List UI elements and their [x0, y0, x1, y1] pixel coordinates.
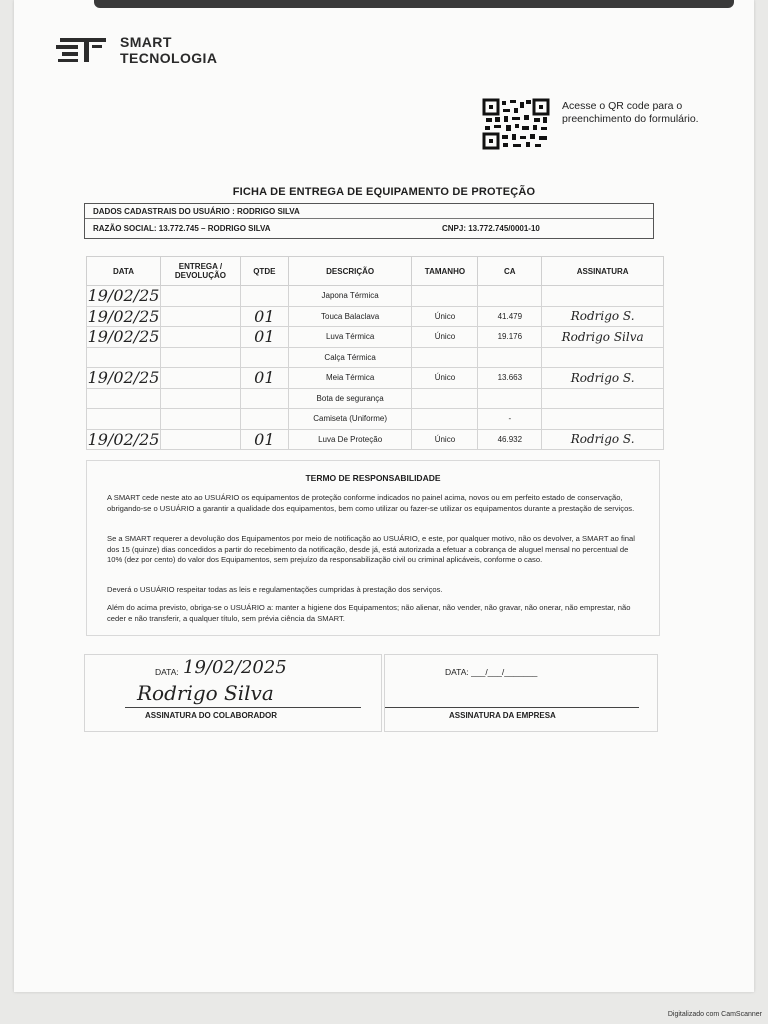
- term-paragraph: Além do acima previsto, obriga-se o USUÁRIO a: manter a higiene dos Equipamentos; não alienar, não vender, não gravar, não onerar, não emprestar, não ceder e não transferir, a qualquer título, sem prévia ciência da SMART.: [107, 603, 631, 623]
- col-header-descricao: DESCRIÇÃO: [288, 257, 412, 286]
- table-row: [87, 286, 664, 307]
- date-handwritten: 19/02/2025: [183, 657, 287, 678]
- cell-ca: [478, 347, 542, 368]
- cell-entrega: [160, 306, 240, 327]
- equipment-table: [86, 256, 664, 450]
- term-paragraph: Deverá o USUÁRIO respeitar todas as leis e regulamentações cumpridas à prestação dos serviços.: [107, 585, 443, 594]
- cell-qtde: [240, 286, 288, 307]
- cell-tamanho: Único: [412, 327, 478, 348]
- table-row: [87, 327, 664, 348]
- collaborator-signature: Rodrigo Silva: [137, 681, 274, 705]
- cell-entrega: [160, 409, 240, 430]
- col-header-assinatura: ASSINATURA: [542, 257, 664, 286]
- company-signature-box: [384, 654, 658, 732]
- cnpj-label: CNPJ: 13.772.745/0001-10: [442, 224, 540, 233]
- cell-qtde: 01: [240, 327, 288, 348]
- cell-qtde: 01: [240, 429, 288, 450]
- brand-line1: SMART: [120, 34, 172, 50]
- cell-date: [87, 388, 161, 409]
- company-caption: ASSINATURA DA EMPRESA: [449, 711, 556, 720]
- cell-qtde: 01: [240, 368, 288, 389]
- date-label: DATA:: [155, 667, 179, 677]
- cell-descricao: Luva Térmica: [288, 327, 412, 348]
- company-logo: [56, 34, 217, 66]
- document-sheet: [14, 0, 754, 992]
- brand-line2: TECNOLOGIA: [120, 50, 218, 66]
- cell-ca: 19.176: [478, 327, 542, 348]
- cell-date: 19/02/25: [87, 368, 160, 388]
- col-header-qtde: QTDE: [240, 257, 288, 286]
- term-paragraph: A SMART cede neste ato ao USUÁRIO os equipamentos de proteção conforme indicados no painel acima, novos ou em perfeito estado de conservação, obrigando-se o USUÁRIO a garantir a qualidade dos equipamentos, bem como utilizar ou fazer-se utilizar os equipamentos durante a prestação de serviços.: [107, 493, 635, 513]
- table-row: [87, 347, 664, 368]
- cell-entrega: [160, 286, 240, 307]
- cell-descricao: Bota de segurança: [288, 388, 412, 409]
- cell-qtde: [240, 409, 288, 430]
- cell-descricao: Touca Balaclava: [288, 306, 412, 327]
- cell-qtde: 01: [240, 306, 288, 327]
- cell-date: 19/02/25: [87, 306, 160, 326]
- page-title: FICHA DE ENTREGA DE EQUIPAMENTO DE PROTEÇÃO: [232, 186, 536, 198]
- cell-entrega: [160, 327, 240, 348]
- cell-tamanho: Único: [412, 429, 478, 450]
- collaborator-caption: ASSINATURA DO COLABORADOR: [145, 711, 277, 720]
- company-name-label: RAZÃO SOCIAL: 13.772.745 – RODRIGO SILVA: [93, 224, 271, 233]
- cell-signature: Rodrigo Silva: [542, 327, 664, 348]
- scan-edge: [94, 0, 734, 8]
- divider: [85, 218, 653, 219]
- table-row: [87, 306, 664, 327]
- table-header-row: [87, 257, 664, 286]
- responsibility-term: [86, 460, 660, 636]
- cell-tamanho: [412, 286, 478, 307]
- col-header-ca: CA: [478, 257, 542, 286]
- term-paragraph: Se a SMART requerer a devolução dos Equipamentos por meio de notificação ao USUÁRIO, e este, por qualquer motivo, não os devolver, a SMART ao final dos 15 (quinze) dias concedidos a partir do recebimento da notificação, desde já, está autorizada a efetuar a cobrança de aluguel mensal no percentual de 10% (dez por cento) do valor dos Equipamentos, sem prejuízo da responsabilização civil ou criminal aplicáveis, conforme o caso.: [107, 534, 635, 564]
- cell-signature: [542, 388, 664, 409]
- cell-signature: [542, 409, 664, 430]
- cell-ca: -: [478, 409, 542, 430]
- cell-descricao: Calça Térmica: [288, 347, 412, 368]
- table-row: [87, 388, 664, 409]
- user-data-box: [84, 203, 654, 239]
- table-row: [87, 409, 664, 430]
- cell-qtde: [240, 388, 288, 409]
- scanner-watermark: Digitalizado com CamScanner: [667, 1011, 762, 1018]
- signature-line: [385, 707, 639, 708]
- smart-logo-icon: [56, 35, 112, 65]
- cell-signature: Rodrigo S.: [542, 368, 664, 389]
- col-header-entrega: ENTREGA / DEVOLUÇÃO: [160, 257, 240, 286]
- cell-descricao: Meia Térmica: [288, 368, 412, 389]
- cell-entrega: [160, 429, 240, 450]
- cell-descricao: Camiseta (Uniforme): [288, 409, 412, 430]
- cell-tamanho: [412, 409, 478, 430]
- cell-signature: Rodrigo S.: [542, 306, 664, 327]
- table-row: [87, 429, 664, 450]
- cell-date: 19/02/25: [87, 429, 160, 449]
- cell-entrega: [160, 368, 240, 389]
- col-header-tamanho: TAMANHO: [412, 257, 478, 286]
- table-row: [87, 368, 664, 389]
- signature-line: [125, 707, 361, 708]
- cell-tamanho: [412, 347, 478, 368]
- cell-tamanho: Único: [412, 368, 478, 389]
- cell-ca: [478, 286, 542, 307]
- cell-date: [87, 347, 161, 368]
- collaborator-signature-box: [84, 654, 382, 732]
- qr-caption: Acesse o QR code para o preenchimento do formulário.: [562, 100, 699, 125]
- cell-ca: 46.932: [478, 429, 542, 450]
- cell-ca: 13.663: [478, 368, 542, 389]
- cell-signature: [542, 347, 664, 368]
- cell-tamanho: [412, 388, 478, 409]
- cell-date: [87, 409, 161, 430]
- qr-code-icon[interactable]: [482, 98, 550, 150]
- user-name-label: DADOS CADASTRAIS DO USUÁRIO : RODRIGO SILVA: [93, 207, 300, 216]
- cell-date: 19/02/25: [87, 286, 160, 306]
- cell-ca: [478, 388, 542, 409]
- cell-signature: Rodrigo S.: [542, 429, 664, 450]
- cell-entrega: [160, 388, 240, 409]
- cell-qtde: [240, 347, 288, 368]
- cell-tamanho: Único: [412, 306, 478, 327]
- cell-entrega: [160, 347, 240, 368]
- cell-descricao: Japona Térmica: [288, 286, 412, 307]
- cell-ca: 41.479: [478, 306, 542, 327]
- col-header-data: DATA: [87, 257, 161, 286]
- cell-signature: [542, 286, 664, 307]
- cell-descricao: Luva De Proteção: [288, 429, 412, 450]
- term-title: TERMO DE RESPONSABILIDADE: [305, 473, 441, 483]
- cell-date: 19/02/25: [87, 327, 160, 347]
- company-date-field: DATA: ___/___/_______: [445, 667, 538, 677]
